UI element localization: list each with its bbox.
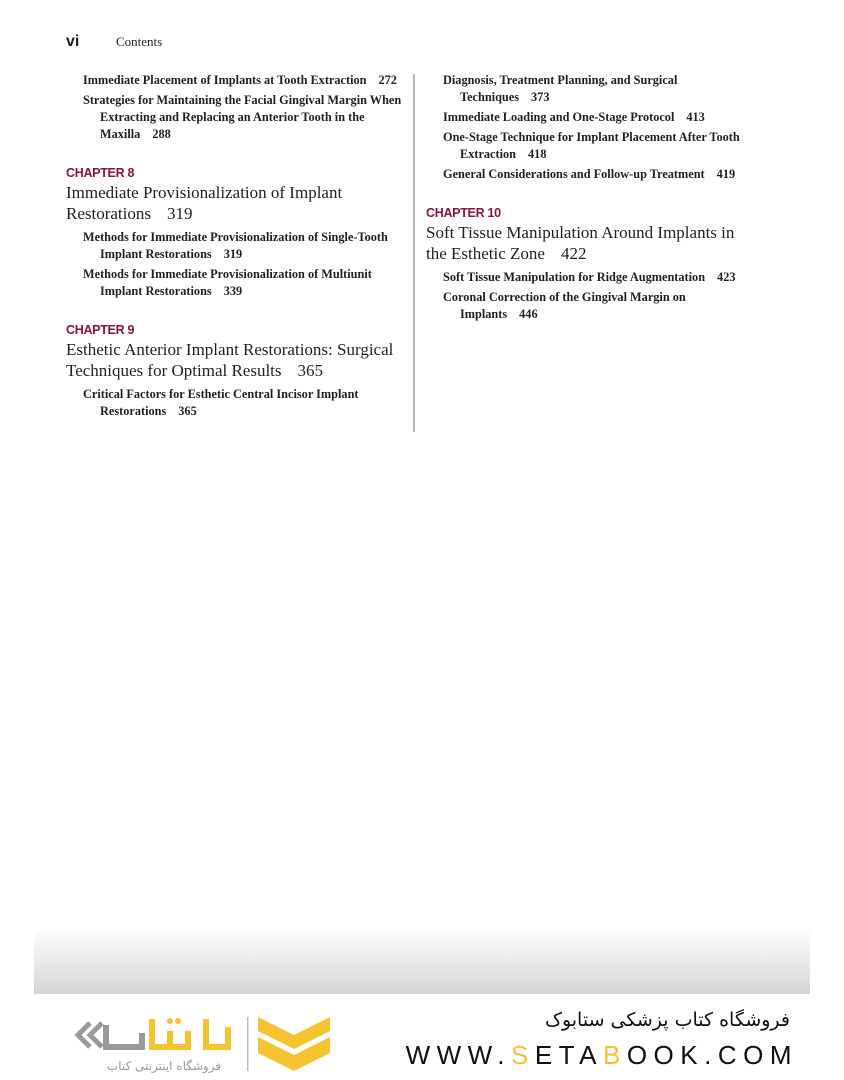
- chapter-title-entry[interactable]: [66, 340, 406, 381]
- chevron-arrows-icon: [78, 1023, 102, 1047]
- section-page: 373: [531, 90, 550, 104]
- section-title: Strategies for Maintaining the Facial Gingival Margin When Extracting and Replacing an Anterior Tooth in the Maxilla: [83, 93, 402, 141]
- store-url[interactable]: [406, 1040, 798, 1071]
- chapter-9: [66, 322, 406, 420]
- section-title: General Considerations and Follow-up Treatment: [443, 167, 705, 181]
- chapter-title: Soft Tissue Manipulation Around Implants in the Esthetic Zone: [426, 223, 735, 263]
- section-page: 446: [519, 307, 538, 321]
- logo-subtitle: فروشگاه اینترنتی کتاب: [106, 1059, 222, 1073]
- chapter-title-entry[interactable]: [426, 223, 756, 264]
- section-title: One-Stage Technique for Implant Placement After Tooth Extraction: [443, 130, 740, 161]
- url-highlight: B: [602, 1040, 627, 1070]
- running-head: Contents: [116, 34, 163, 49]
- chapter-page: 365: [297, 360, 324, 380]
- section-title: Methods for Immediate Provisionalization of Multiunit Implant Restorations: [83, 267, 372, 298]
- toc-section-entry[interactable]: [83, 92, 406, 143]
- store-name: فروشگاه کتاب پزشکی ستابوک: [544, 1009, 790, 1031]
- toc-right-column: [426, 72, 756, 326]
- setabook-logo[interactable]: [72, 1013, 332, 1075]
- url-highlight: S: [511, 1040, 535, 1070]
- page-header: [66, 33, 162, 51]
- url-part: OOK.COM: [626, 1040, 798, 1070]
- chapter-label: CHAPTER 8: [66, 166, 135, 180]
- toc-section-entry[interactable]: [443, 109, 756, 126]
- section-title: Methods for Immediate Provisionalization of Single-Tooth Implant Restorations: [83, 230, 388, 261]
- toc-section-entry[interactable]: [83, 386, 406, 420]
- chapter-8: [66, 165, 406, 300]
- section-page: 419: [716, 167, 736, 181]
- toc-section-entry[interactable]: [443, 129, 756, 163]
- chapter-title: Immediate Provisionalization of Implant Restorations: [66, 183, 343, 223]
- section-title: Diagnosis, Treatment Planning, and Surgical Techniques: [443, 73, 678, 104]
- toc-section-entry[interactable]: [83, 72, 406, 89]
- section-page: 365: [178, 404, 197, 418]
- section-page: 319: [223, 247, 243, 261]
- toc-left-column: [66, 72, 406, 423]
- chapter-title: Esthetic Anterior Implant Restorations: Surgical Techniques for Optimal Results: [66, 340, 394, 380]
- section-page: 272: [378, 73, 397, 87]
- section-page: 339: [223, 284, 243, 298]
- logo-divider: [247, 1017, 249, 1071]
- toc-section-entry[interactable]: [443, 269, 756, 286]
- logo-wordmark-icon: [106, 1018, 228, 1047]
- section-page: 423: [717, 270, 736, 284]
- url-part: ETA: [534, 1040, 603, 1070]
- shield-chevron-icon: [258, 1017, 330, 1071]
- section-title: Critical Factors for Esthetic Central Incisor Implant Restorations: [83, 387, 359, 418]
- chapter-page: 422: [560, 243, 587, 263]
- toc-section-entry[interactable]: [443, 166, 756, 183]
- column-divider: [413, 74, 415, 432]
- chapter-label: CHAPTER 10: [426, 206, 501, 220]
- url-part: WWW.: [405, 1040, 511, 1070]
- toc-section-entry[interactable]: [443, 289, 756, 323]
- toc-section-entry[interactable]: [443, 72, 756, 106]
- section-title: Coronal Correction of the Gingival Margin on Implants: [443, 290, 686, 321]
- section-page: 288: [152, 127, 171, 141]
- toc-section-entry[interactable]: [83, 266, 406, 300]
- chapter-title-entry[interactable]: [66, 183, 406, 224]
- chapter-10: [426, 205, 756, 323]
- chapter-label: CHAPTER 9: [66, 323, 135, 337]
- section-page: 413: [686, 110, 705, 124]
- toc-section-entry[interactable]: [83, 229, 406, 263]
- page-bottom-shadow: [34, 928, 810, 994]
- section-title: Immediate Placement of Implants at Tooth Extraction: [83, 73, 367, 87]
- chapter-page: 319: [167, 203, 193, 223]
- section-title: Soft Tissue Manipulation for Ridge Augmentation: [443, 270, 706, 284]
- section-title: Immediate Loading and One-Stage Protocol: [443, 110, 675, 124]
- page-number: vi: [66, 33, 80, 50]
- section-page: 418: [528, 147, 547, 161]
